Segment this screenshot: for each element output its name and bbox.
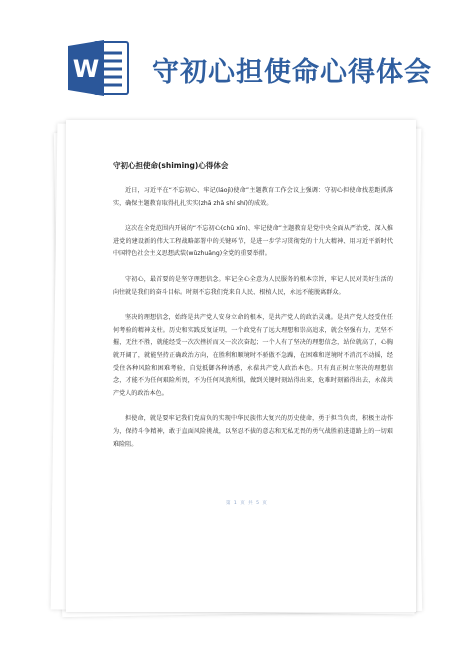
- word-document-icon: [68, 38, 130, 98]
- header-banner: [0, 0, 474, 100]
- banner-title: 守初心担使命心得体会: [152, 57, 432, 88]
- document-preview: [50, 120, 430, 620]
- paragraph: 担使命，就是要牢记我们党肩负的实现中华民族伟大复兴的历史使命，勇于担当负责，积极主动作为，保持斗争精神，敢于直面风险挑战，以坚忍不拔的意志和无私无畏的勇气战胜前进道路上的一切艰难险阻。: [113, 415, 393, 448]
- page-number: 第 1 页 共 5 页: [226, 501, 268, 506]
- paragraph: 这次在全党范围内开展的“不忘初心(chū xīn)、牢记使命”主题教育是党中央全面从严治党、深入推进党的建设新的伟大工程战略部署中的关键环节，是进一步学习贯彻党的十九大精神、用习近平新时代中国特色社会主义思想武装(wǔzhuāng)全党的重要举措。: [113, 225, 393, 258]
- paper-sheet-front: [66, 120, 416, 612]
- document-title: 守初心担使命(shiming)心得体会: [113, 161, 229, 170]
- document-body: [113, 142, 393, 464]
- paragraph: 守初心，最首要的是坚守理想信念。牢记全心全意为人民服务的根本宗旨，牢记人民对美好生活的向往就是我们的奋斗目标。时刻不忘我们党来自人民、根植人民，永远不能脱离群众。: [113, 275, 393, 296]
- paragraph: 近日，习近平在“不忘初心、牢记(láojì)使命”主题教育工作会议上强调：守初心担使命找差距抓落实，确保主题教育取得扎扎实实(zhā zhā shí shí)的成效。: [113, 187, 393, 207]
- logo-letter: W: [72, 55, 100, 83]
- paragraph: 坚决的理想信念，始终是共产党人安身立命的根本，是共产党人的政治灵魂。是共产党人经受住任何考验的精神支柱。历史和实践反复证明，一个政党有了远大理想和崇高追求，就会坚强有力，无坚不摧，无往不胜，就能经受一次次挫折而又一次次奋起；一个人有了坚决的理想信念，站位就高了，心胸就开阔了，就能坚持正确政治方向，在胜利和顺境时不骄傲不急躁，在困难和逆境时不消沉不动摇，经受住各种风险和困难考验，自觉抵御各种诱惑，永葆共产党人政治本色。只有真正树立坚决的理想信念，才能不为任何艰险所畏，不为任何风浪所惧，做到关键时刻站得出来，危难时刻豁得出去，永葆共产党人的政治本色。: [113, 314, 393, 397]
